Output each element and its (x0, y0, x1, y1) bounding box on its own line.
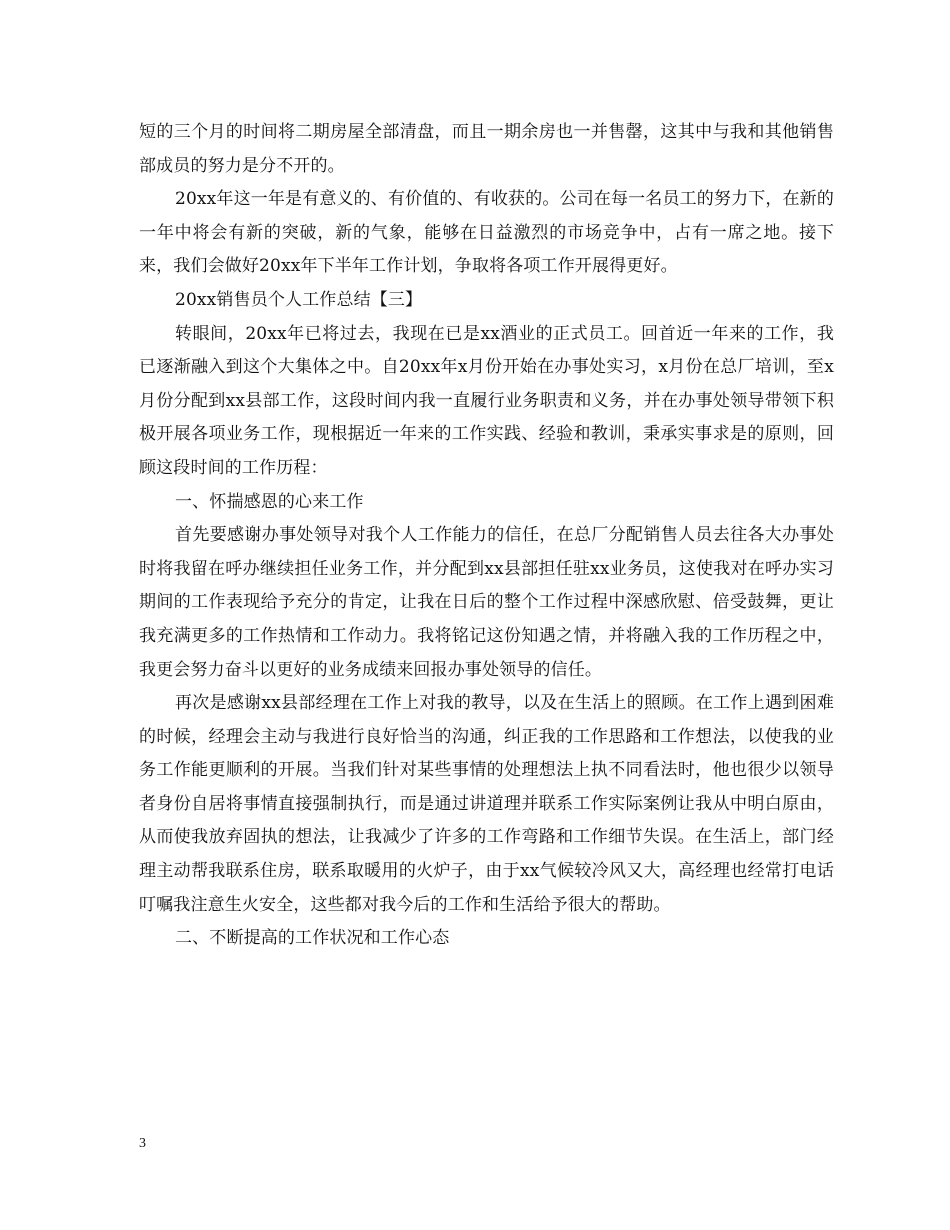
paragraph-1: 短的三个月的时间将二期房屋全部清盘，而且一期余房也一并售罄，这其中与我和其他销售部成员的努力是分不开的。 (139, 122, 834, 176)
document-body (139, 116, 834, 956)
paragraph-2: 20xx年这一年是有意义的、有价值的、有收获的。公司在每一名员工的努力下，在新的一年中将会有新的突破，新的气象，能够在日益激烈的市场竞争中，占有一席之地。接下来，我们会做好20xx年下半年工作计划，争取将各项工作开展得更好。 (139, 189, 834, 277)
paragraph-4: 转眼间，20xx年已将过去，我现在已是xx酒业的正式员工。回首近一年来的工作，我已逐渐融入到这个大集体之中。自20xx年x月份开始在办事处实习，x月份在总厂培训，至x月份分配到xx县部工作，这段时间内我一直履行业务职责和义务，并在办事处领导带领下积极开展各项业务工作，现根据近一年来的工作实践、经验和教训，秉承实事求是的原则，回顾这段时间的工作历程： (139, 323, 834, 478)
page-number: 3 (139, 1136, 146, 1151)
paragraph-7: 再次是感谢xx县部经理在工作上对我的教导，以及在生活上的照顾。在工作上遇到困难的时候，经理会主动与我进行良好恰当的沟通，纠正我的工作思路和工作想法，以使我的业务工作能更顺利的开展。当我们针对某些事情的处理想法上执不同看法时，他也很少以领导者身份自居将事情直接强制执行，而是通过讲道理并联系工作实际案例让我从中明白原由，从而使我放弃固执的想法，让我减少了许多的工作弯路和工作细节失误。在生活上，部门经理主动帮我联系住房，联系取暖用的火炉子，由于xx气候较冷风又大，高经理也经常打电话叮嘱我注意生火安全，这些都对我今后的工作和生活给予很大的帮助。 (139, 693, 834, 915)
paragraph-6: 首先要感谢办事处领导对我个人工作能力的信任，在总厂分配销售人员去往各大办事处时将我留在呼办继续担任业务工作，并分配到xx县部担任驻xx业务员，这使我对在呼办实习期间的工作表现给予充分的肯定，让我在日后的整个工作过程中深感欣慰、倍受鼓舞，更让我充满更多的工作热情和工作动力。我将铭记这份知遇之情，并将融入我的工作历程之中，我更会努力奋斗以更好的业务成绩来回报办事处领导的信任。 (139, 525, 834, 680)
heading-gratitude: 一、怀揣感恩的心来工作 (175, 491, 364, 512)
section-title-3: 20xx销售员个人工作总结【三】 (175, 289, 423, 310)
heading-work-status: 二、不断提高的工作状况和工作心态 (175, 928, 450, 949)
